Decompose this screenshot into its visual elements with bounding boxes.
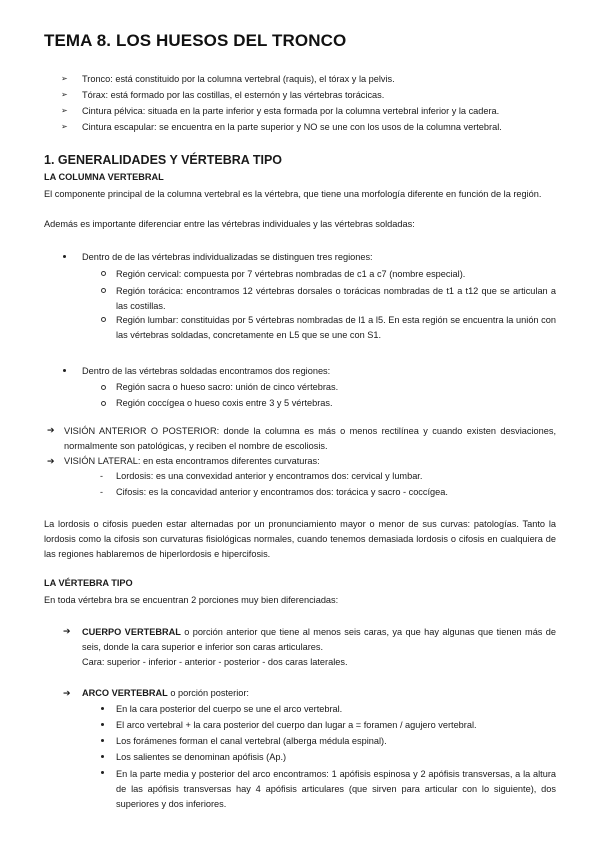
intro-bullet: Tórax: está formado por las costillas, el esternón y las vértebras torácicas. bbox=[82, 90, 385, 100]
bullet-circle-icon bbox=[101, 385, 106, 390]
term-description: o porción anterior que tiene al menos seis caras, ya que hay algunas que tienen más de seis, donde la cara superior e inferior son caras articulares. bbox=[82, 627, 556, 652]
arrow-right-icon: ➔ bbox=[63, 626, 71, 636]
section-heading: 1. GENERALIDADES Y VÉRTEBRA TIPO bbox=[44, 153, 283, 167]
list-item: Dentro de las vértebras soldadas encontramos dos regiones: bbox=[82, 366, 331, 376]
bullet-dot-icon bbox=[101, 755, 104, 758]
arrow-bullet-icon: ➢ bbox=[61, 122, 68, 131]
page-title: TEMA 8. LOS HUESOS DEL TRONCO bbox=[44, 31, 347, 50]
arrow-bullet-icon: ➢ bbox=[61, 74, 68, 83]
arrow-right-icon: ➔ bbox=[63, 688, 71, 698]
dash-bullet-icon: - bbox=[100, 471, 103, 481]
dash-bullet-icon: - bbox=[100, 487, 103, 497]
list-subitem: Cifosis: es la concavidad anterior y encontramos dos: torácica y sacro - coccígea. bbox=[116, 487, 448, 497]
bullet-dot-icon bbox=[101, 707, 104, 710]
list-subitem: Región lumbar: constituidas por 5 vértebras nombradas de l1 a l5. En esta región se encuentra la unión con las vértebras soldadas, concretamente en L5 que se une con S1. bbox=[116, 315, 556, 340]
intro-bullet: Cintura escapular: se encuentra en la parte superior y NO se une con los usos de la columna vertebral. bbox=[82, 122, 502, 132]
list-subitem: Región coccígea o hueso coxis entre 3 y 5 vértebras. bbox=[116, 398, 333, 408]
intro-bullet: Cintura pélvica: situada en la parte inferior y esta formada por la columna vertebral inferior y la cadera. bbox=[82, 106, 500, 116]
paragraph: VISIÓN ANTERIOR O POSTERIOR: donde la columna es más o menos rectilínea y cuando existen desviaciones, normalmente son patológicas, y reciben el nombre de escoliosis. bbox=[64, 426, 556, 451]
list-subitem: El arco vertebral + la cara posterior del cuerpo dan lugar a = foramen / agujero vertebral. bbox=[116, 720, 477, 730]
list-subitem: Los forámenes forman el canal vertebral (alberga médula espinal). bbox=[116, 736, 387, 746]
paragraph: La lordosis o cifosis pueden estar alternadas por un pronunciamiento mayor o menor de sus curvas: patologías. Tanto la lordosis como la cifosis son curvaturas fisiológicas normales, cuando tenemos demasiada lordosis o cifosis en cualquiera de las regiones hablaremos de hiperlordosis e hipercifosis. bbox=[44, 519, 556, 559]
list-subitem: Lordosis: es una convexidad anterior y encontramos dos: cervical y lumbar. bbox=[116, 471, 423, 481]
bullet-dot-icon bbox=[63, 369, 66, 372]
paragraph bbox=[82, 687, 249, 699]
bullet-circle-icon bbox=[101, 271, 106, 276]
arrow-right-icon: ➔ bbox=[47, 456, 55, 466]
list-subitem: En la parte media y posterior del arco encontramos: 1 apófisis espinosa y 2 apófisis transversas, a la altura de las apófisis transversas hay 4 apófisis articulares (que sirven para articular con lo siguiente), dos superiores y dos inferiores. bbox=[116, 769, 556, 809]
list-item: Dentro de de las vértebras individualizadas se distinguen tres regiones: bbox=[82, 252, 373, 262]
list-subitem: Los salientes se denominan apófisis (Ap.) bbox=[116, 752, 287, 762]
arrow-bullet-icon: ➢ bbox=[61, 90, 68, 99]
list-subitem: En la cara posterior del cuerpo se une el arco vertebral. bbox=[116, 704, 343, 714]
paragraph: Además es importante diferenciar entre las vértebras individuales y las vértebras soldadas: bbox=[44, 219, 415, 229]
list-subitem: Región sacra o hueso sacro: unión de cinco vértebras. bbox=[116, 382, 339, 392]
arrow-bullet-icon: ➢ bbox=[61, 106, 68, 115]
bullet-dot-icon bbox=[101, 739, 104, 742]
bullet-dot-icon bbox=[63, 255, 66, 258]
bullet-circle-icon bbox=[101, 401, 106, 406]
bullet-circle-icon bbox=[101, 317, 106, 322]
paragraph bbox=[82, 625, 556, 655]
paragraph: El componente principal de la columna vertebral es la vértebra, que tiene una morfología diferente en función de la región. bbox=[44, 189, 542, 199]
intro-bullet: Tronco: está constituido por la columna vertebral (raquis), el tórax y la pelvis. bbox=[82, 74, 395, 84]
paragraph: En toda vértebra bra se encuentran 2 porciones muy bien diferenciadas: bbox=[44, 595, 339, 605]
list-subitem: Región torácica: encontramos 12 vértebras dorsales o torácicas nombradas de t1 a t12 que se articulan a las costillas. bbox=[116, 286, 556, 311]
paragraph: Cara: superior - inferior - anterior - posterior - dos caras laterales. bbox=[82, 657, 348, 667]
paragraph: VISIÓN LATERAL: en esta encontramos diferentes curvaturas: bbox=[64, 456, 320, 466]
arrow-right-icon: ➔ bbox=[47, 425, 55, 435]
term-arco-vertebral: ARCO VERTEBRAL bbox=[82, 688, 168, 698]
bullet-dot-icon bbox=[101, 723, 104, 726]
term-description: o porción posterior: bbox=[167, 688, 249, 698]
bullet-dot-icon bbox=[101, 771, 104, 774]
list-subitem: Región cervical: compuesta por 7 vértebras nombradas de c1 a c7 (nombre especial). bbox=[116, 269, 466, 279]
subsection-heading: LA COLUMNA VERTEBRAL bbox=[44, 172, 164, 182]
bullet-circle-icon bbox=[101, 288, 106, 293]
subsection-heading: LA VÉRTEBRA TIPO bbox=[44, 578, 133, 588]
term-cuerpo-vertebral: CUERPO VERTEBRAL bbox=[82, 627, 181, 637]
